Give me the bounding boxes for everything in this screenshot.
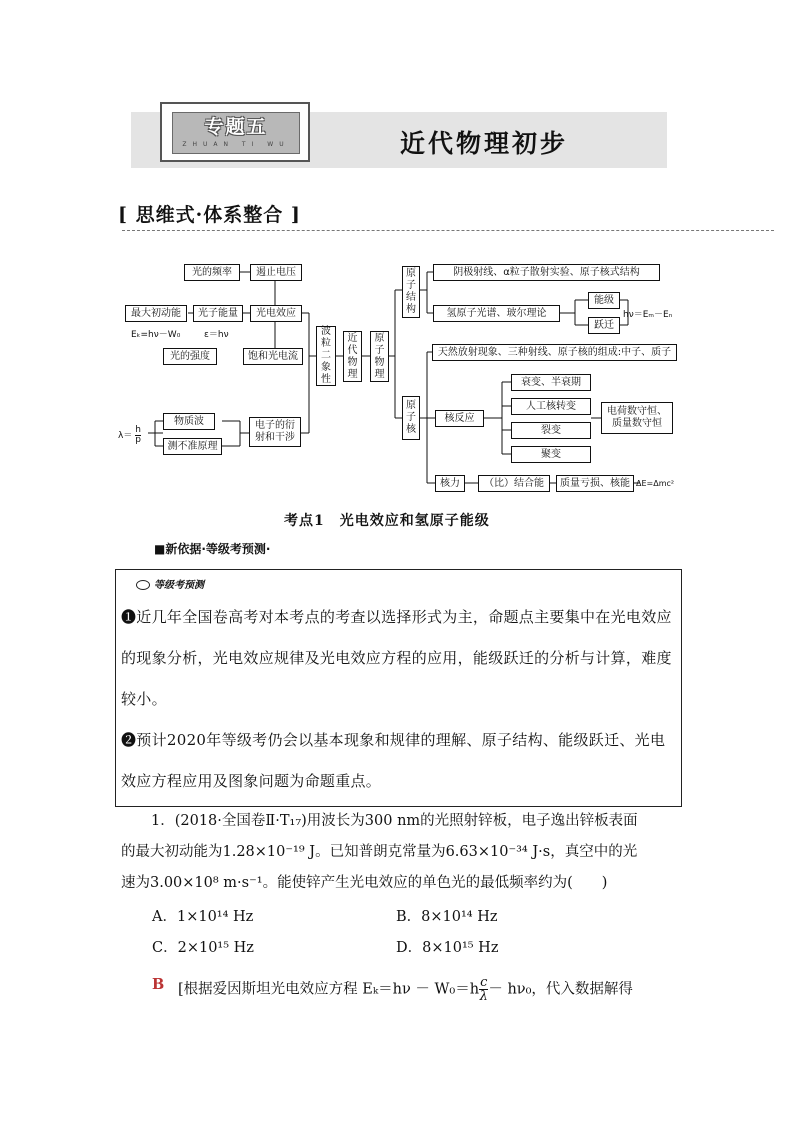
question-line-1: 1．(2018·全国卷Ⅱ·T₁₇)用波长为300 nm的光照射锌板，电子逸出锌板表面: [151, 813, 638, 829]
map-fission: 裂变: [511, 422, 591, 439]
eye-icon: [136, 580, 150, 590]
map-binding-energy: （比）结合能: [478, 475, 550, 492]
prediction-paragraph-1: ❶近几年全国卷高考对本考点的考查以选择形式为主，命题点主要集中在光电效应的现象分析，光电效应规律及光电效应方程的应用，能级跃迁的分析与计算，难度较小。: [121, 608, 672, 708]
map-uncertainty-principle: 测不准原理: [163, 438, 222, 455]
option-a: A．1×10¹⁴ Hz: [152, 909, 254, 925]
page-title: 近代物理初步: [400, 129, 569, 158]
badge-main-text: 专题五: [204, 116, 268, 138]
answer-frac-numerator: c: [480, 975, 488, 990]
map-stop-voltage: 遏止电压: [250, 264, 302, 281]
map-light-intensity: 光的强度: [163, 348, 217, 365]
option-d: D．8×10¹⁵ Hz: [396, 940, 499, 956]
map-electron-diffraction: 电子的衍射和干涉: [249, 417, 301, 447]
map-wave-particle-duality: 波粒二象性: [316, 326, 336, 386]
map-lambda-numerator: h: [135, 425, 141, 435]
map-transition: 跃迁: [588, 317, 620, 334]
map-epsilon-formula: ε＝hν: [204, 330, 229, 340]
map-max-kinetic-energy: 最大初动能: [125, 305, 187, 322]
map-light-frequency: 光的频率: [184, 264, 240, 281]
section-heading: [ 思维式·体系整合 ]: [118, 204, 301, 226]
map-nuclear-force: 核力: [435, 475, 465, 492]
question-line-2: 的最大初动能为1.28×10⁻¹⁹ J。已知普朗克常量为6.63×10⁻³⁴ J·s，真空中的光: [121, 844, 638, 860]
prediction-tag-label: 等级考预测: [154, 580, 204, 591]
badge-sub-text: ZHUAN TI WU: [182, 141, 290, 148]
map-artificial-transmutation: 人工核转变: [511, 398, 591, 415]
answer-explanation: [178, 976, 633, 1003]
prediction-paragraph-2: ❷预计2020年等级考仍会以基本现象和规律的理解、原子结构、能级跃迁、光电效应方程应用及图象问题为命题重点。: [121, 731, 666, 790]
map-fusion: 聚变: [511, 446, 591, 463]
map-energy-level: 能级: [588, 292, 620, 309]
map-radioactivity: 天然放射现象、三种射线、原子核的组成:中子、质子: [432, 344, 677, 361]
map-lambda-denominator: p: [135, 435, 141, 445]
map-photon-energy: 光子能量: [193, 305, 243, 322]
map-atomic-structure: 原子结构: [402, 266, 420, 318]
prediction-tag: [136, 576, 204, 591]
map-lambda-left: λ＝: [118, 431, 133, 441]
map-cathode-rays: 阴极射线、α粒子散射实验、原子核式结构: [433, 264, 660, 281]
map-photoelectric-effect: 光电效应: [250, 305, 302, 322]
map-mass-defect: 质量亏损、核能: [556, 475, 634, 492]
map-emc2-formula: ΔE=Δmc²: [636, 479, 675, 488]
map-nucleus: 原子核: [402, 396, 420, 440]
answer-text-b: － hν₀，代入数据解得: [488, 981, 633, 998]
map-ek-formula: Eₖ=hν－W₀: [131, 330, 181, 340]
answer-frac-denominator: λ: [479, 989, 488, 1004]
map-lambda-formula: [118, 426, 141, 445]
map-nuclear-reaction: 核反应: [435, 410, 484, 427]
map-hv-formula: hν＝Eₘ－Eₙ: [623, 310, 673, 320]
figure-caption: 考点1 光电效应和氢原子能级: [284, 513, 490, 529]
map-atomic-physics: 原子物理: [370, 331, 389, 382]
option-c: C．2×10¹⁵ Hz: [152, 940, 254, 956]
question-line-3: 速为3.00×10⁸ m·s⁻¹。能使锌产生光电效应的单色光的最低频率约为( ): [121, 875, 608, 891]
map-hydrogen-spectrum: 氢原子光谱、玻尔理论: [433, 305, 560, 322]
answer-letter: B: [152, 976, 165, 993]
answer-text-a: [根据爱因斯坦光电效应方程 Eₖ＝hν － W₀＝h: [178, 981, 480, 998]
map-decay: 衰变、半衰期: [511, 374, 591, 391]
map-conservation-laws: 电荷数守恒、质量数守恒: [601, 402, 673, 434]
map-modern-physics: 近代物理: [343, 331, 362, 382]
basis-label: ■新依据·等级考预测·: [154, 542, 271, 556]
map-saturation-current: 饱和光电流: [243, 348, 303, 365]
option-b: B．8×10¹⁴ Hz: [396, 909, 498, 925]
map-matter-wave: 物质波: [163, 413, 215, 430]
